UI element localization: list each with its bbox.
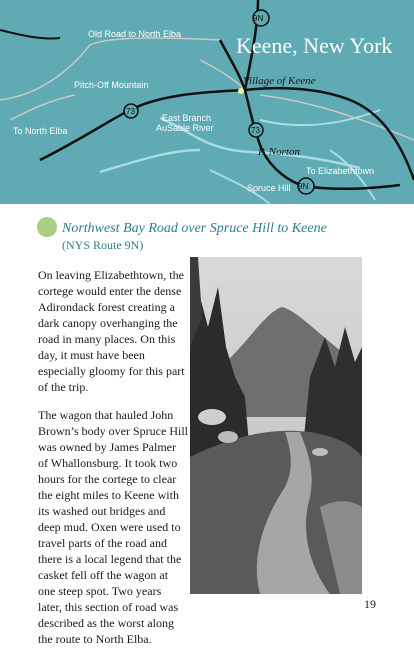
paragraph-1: On leaving Elizabethtown, the cortege would enter the dense Adirondack forest creating a dark canopy overhanging the road in many places. On this day, it must have been especially gloomy for this part of the trip. bbox=[38, 268, 185, 394]
map-label-p-norton: P. Norton bbox=[258, 146, 300, 158]
section-heading: Northwest Bay Road over Spruce Hill to Keene bbox=[62, 221, 327, 236]
map-label-to-north-elba: To North Elba bbox=[13, 126, 68, 136]
map-label-pitch-off: Pitch-Off Mountain bbox=[74, 80, 149, 90]
map-label-east-branch: East Branch bbox=[162, 113, 212, 123]
section-subheading: (NYS Route 9N) bbox=[62, 238, 144, 252]
map-label-to-elizabethtown: To Elizabethtown bbox=[306, 166, 375, 176]
map-label-ausable-river: AuSable River bbox=[156, 123, 214, 133]
route-73-mid-label: 73 bbox=[251, 126, 260, 135]
map-label-village: Village of Keene bbox=[243, 75, 316, 87]
body-text bbox=[38, 267, 188, 659]
section-bullet bbox=[37, 217, 57, 237]
route-9n-top-label: 9N bbox=[253, 14, 264, 23]
historic-road-photo bbox=[190, 257, 362, 594]
map-title: Keene, New York bbox=[236, 33, 393, 58]
route-73-left-label: 73 bbox=[126, 107, 135, 116]
area-map bbox=[0, 0, 414, 204]
page-number: 19 bbox=[364, 597, 376, 611]
map-label-spruce-hill: Spruce Hill bbox=[247, 183, 291, 193]
photo-illustration bbox=[190, 257, 362, 594]
paragraph-2: The wagon that hauled John Brown’s body over Spruce Hill was owned by James Palmer of Whallonsburg. It took two hours for the cortege to clear the eight miles to Keene with its washed out bridges and deep mud. Oxen were used to travel parts of the road and there is a local legend that the casket fell off the wagon at one steep spot. Two years later, this section of road was described as the worst along the route to North Elba. bbox=[38, 408, 188, 646]
map-label-old-road: Old Road to North Elba bbox=[88, 29, 182, 39]
route-9n-bottom-label: 9N bbox=[298, 182, 309, 191]
